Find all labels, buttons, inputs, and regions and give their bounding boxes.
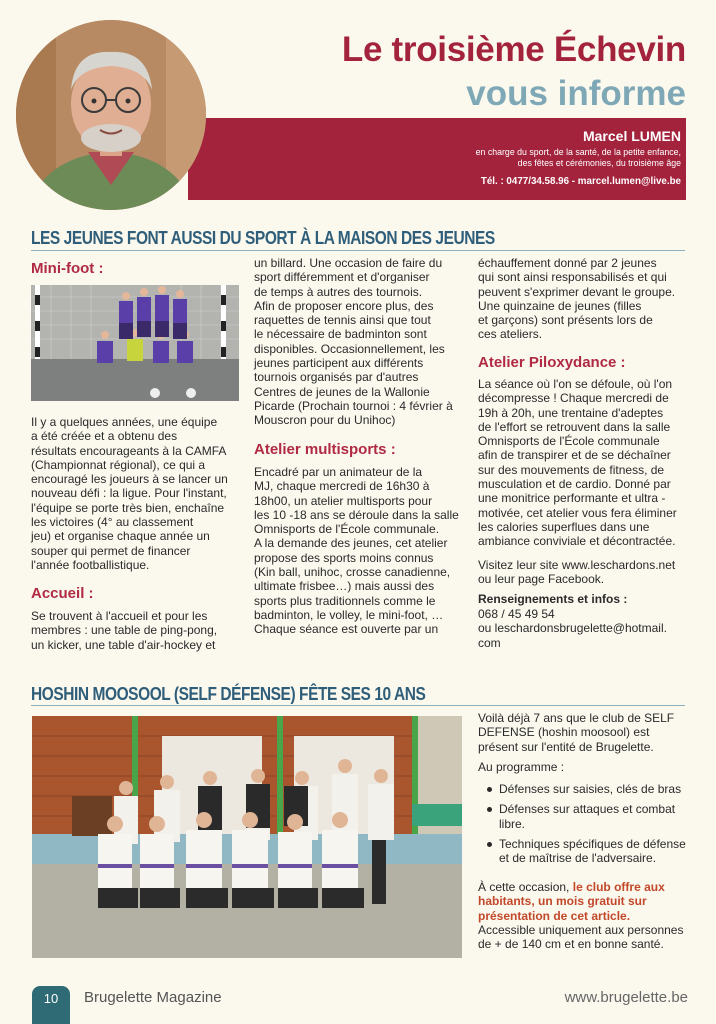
text-line: Picarde (Prochain tournoi : 4 février à — [254, 398, 453, 413]
text-line: et garçons) sont présents lors de — [478, 313, 653, 328]
text-line: a été créée et a obtenu des — [31, 429, 178, 444]
text-line: un kicker, une table d'air-hockey et — [31, 637, 216, 652]
self-defense-intro — [478, 711, 690, 754]
contact-name: Marcel LUMEN — [582, 128, 681, 144]
programme-label: Au programme : — [478, 760, 565, 774]
text-line: présent sur l'entité de Brugelette. — [478, 739, 654, 754]
section-title-youth-sport: LES JEUNES FONT AUSSI DU SPORT À LA MAISON DES JEUNES — [31, 228, 495, 248]
billiard-paragraph — [254, 256, 464, 428]
text-line: nouveau défi : la ligue. Pour l'instant, — [31, 486, 227, 501]
text-line: décompresse ! Chaque mercredi de — [478, 391, 669, 406]
info-contact — [478, 607, 690, 650]
minifoot-paragraph — [31, 415, 241, 572]
text-line: A la demande des jeunes, cet atelier — [254, 536, 448, 551]
text-line: Centres de jeunes de la Wallonie — [254, 384, 430, 399]
text-line: le nécessaire de badminton sont — [254, 327, 427, 342]
text-line: Chaque séance est ouverte par un — [254, 622, 439, 637]
text-line: motivée, cet atelier vous fera éliminer — [478, 505, 677, 520]
phone-number: 068 / 45 49 54 — [478, 607, 555, 621]
section-title-self-defense: HOSHIN MOOSOOL (SELF DÉFENSE) FÊTE SES 10 ANS — [31, 684, 426, 704]
text-line: les victoires (4° au classement — [31, 515, 194, 530]
text-line: disponibles. Occasionnellement, les — [254, 341, 445, 356]
text-line: Visitez leur site www.leschardons.net — [478, 558, 676, 572]
text-line: ultimate frisbee…) mais aussi des — [254, 579, 435, 594]
piloxydance-heading: Atelier Piloxydance : — [478, 354, 626, 371]
text-line: échauffement donné par 2 jeunes — [478, 256, 657, 270]
text-line: Une quinzaine de jeunes (filles — [478, 298, 642, 313]
text-line: souper qui permet de financer — [31, 543, 191, 558]
programme-item: Défenses sur attaques et combat libre. — [478, 802, 690, 831]
piloxydance-paragraph — [478, 377, 690, 549]
accueil-paragraph — [31, 609, 241, 652]
website-url[interactable]: www.brugelette.be — [564, 989, 688, 1006]
text-line: tournois organisés par d'autres — [254, 370, 419, 385]
text-line: peuvent s'exprimer devant le groupe. — [478, 284, 676, 299]
text-line: Mouscron pour du Unihoc) — [254, 413, 396, 428]
text-line: ou leur page Facebook. — [478, 572, 605, 587]
text-line: musculation et de cardio. Donné par — [478, 477, 671, 492]
text-line: Afin de proposer encore plus, des — [254, 298, 434, 313]
text-line: un billard. Une occasion de faire du — [254, 256, 443, 270]
email-address-end: com — [478, 635, 501, 650]
text-line: DEFENSE (hoshin moosool) est — [478, 725, 650, 740]
multisports-paragraph — [254, 465, 464, 637]
text-line: Omnisports de l'École communale — [478, 434, 660, 449]
section-divider — [31, 705, 685, 706]
text-line: sur des mouvements de fitness, de — [478, 462, 665, 477]
magazine-name: Brugelette Magazine — [84, 989, 222, 1006]
offer-conditions: Accessible uniquement aux personnes de + de 140 cm et en bonne santé. — [478, 922, 684, 952]
text-line: les 10 -18 ans se déroule dans la salle — [254, 507, 459, 522]
page-number: 10 — [32, 986, 70, 1024]
contact-phone-email: Tél. : 0477/34.58.96 - marcel.lumen@live.be — [480, 176, 681, 187]
text-line: Omnisports de l'École communale. — [254, 522, 440, 537]
programme-item: Techniques spécifiques de défense et de maîtrise de l'adversaire. — [478, 837, 690, 866]
text-line: de temps à autres des tournois. — [254, 284, 423, 299]
multisports-heading: Atelier multisports : — [254, 441, 396, 458]
contact-role — [400, 147, 681, 169]
offer-paragraph — [478, 880, 690, 951]
text-line: ambiance conviviale et décontractée. — [478, 534, 676, 549]
email-address: ou leschardonsbrugelette@hotmail. — [478, 621, 667, 636]
text-line: raquettes de tennis ainsi que tout — [254, 313, 431, 328]
self-defense-group-photo — [32, 716, 462, 958]
text-line: de l'effort se retrouvent dans la salle — [478, 419, 671, 434]
programme-item: Défenses sur saisies, clés de bras — [478, 782, 690, 796]
contact-role-line: des fêtes et cérémonies, du troisième âge — [517, 158, 681, 168]
text-line: sport différemment et d'organiser — [254, 270, 430, 285]
text-line: l'année footballistique. — [31, 557, 150, 572]
section-divider — [31, 250, 685, 251]
programme-list — [478, 782, 690, 871]
text-line: sports plus traditionnels comme le — [254, 593, 436, 608]
text-line: Voilà déjà 7 ans que le club de SELF — [478, 711, 675, 725]
text-line: jeunes participent aux différents — [254, 356, 424, 371]
offer-highlight: le club offre aux habitants, un mois gratuit sur présentation de cet article. — [478, 880, 665, 923]
minifoot-heading: Mini-foot : — [31, 260, 104, 277]
accueil-heading: Accueil : — [31, 585, 94, 602]
text-line: MJ, chaque mercredi de 16h30 à — [254, 479, 430, 494]
text-line: (Kin ball, unihoc, crosse canadienne, — [254, 565, 451, 580]
text-line: une monitrice performante et ultra - — [478, 491, 666, 506]
text-line: les calories superflues dans une — [478, 519, 650, 534]
minifoot-team-photo — [31, 285, 239, 401]
website-paragraph — [478, 558, 690, 587]
text-line: Se trouvent à l'accueil et pour les — [31, 609, 208, 623]
text-line: propose des sports moins connus — [254, 550, 434, 565]
text-line: afin de transpirer et de se déchaîner — [478, 448, 671, 463]
text-line: encouragé les joueurs à se lancer un — [31, 472, 228, 487]
text-line: ces ateliers. — [478, 327, 543, 342]
text-line: l'équipe se porte très bien, enchaîne — [31, 500, 225, 515]
text-line: (Championnat régional), ce qui a — [31, 457, 206, 472]
portrait-photo — [16, 20, 206, 210]
text-line: La séance où l'on se défoule, où l'on — [478, 377, 673, 391]
page-title: Le troisième Échevin — [341, 30, 686, 69]
text-line: badminton, le volley, le mini-foot, … — [254, 607, 444, 622]
text-line: Il y a quelques années, une équipe — [31, 415, 218, 429]
offer-intro: À cette occasion, — [478, 880, 570, 894]
text-line: jeu) et organise chaque année un — [31, 529, 210, 544]
warmup-paragraph — [478, 256, 690, 342]
page-subtitle: vous informe — [466, 74, 686, 113]
text-line: qui sont ainsi responsabilisés et qui — [478, 270, 667, 285]
text-line: 18h00, un atelier multisports pour — [254, 493, 433, 508]
contact-role-line: en charge du sport, de la santé, de la petite enfance, — [475, 147, 681, 157]
info-heading: Renseignements et infos : — [478, 592, 628, 606]
text-line: 19h à 20h, une trentaine d'adeptes — [478, 405, 664, 420]
text-line: résultats encourageants à la CAMFA — [31, 443, 227, 458]
text-line: Encadré par un animateur de la — [254, 465, 423, 479]
text-line: membres : une table de ping-pong, — [31, 623, 218, 638]
